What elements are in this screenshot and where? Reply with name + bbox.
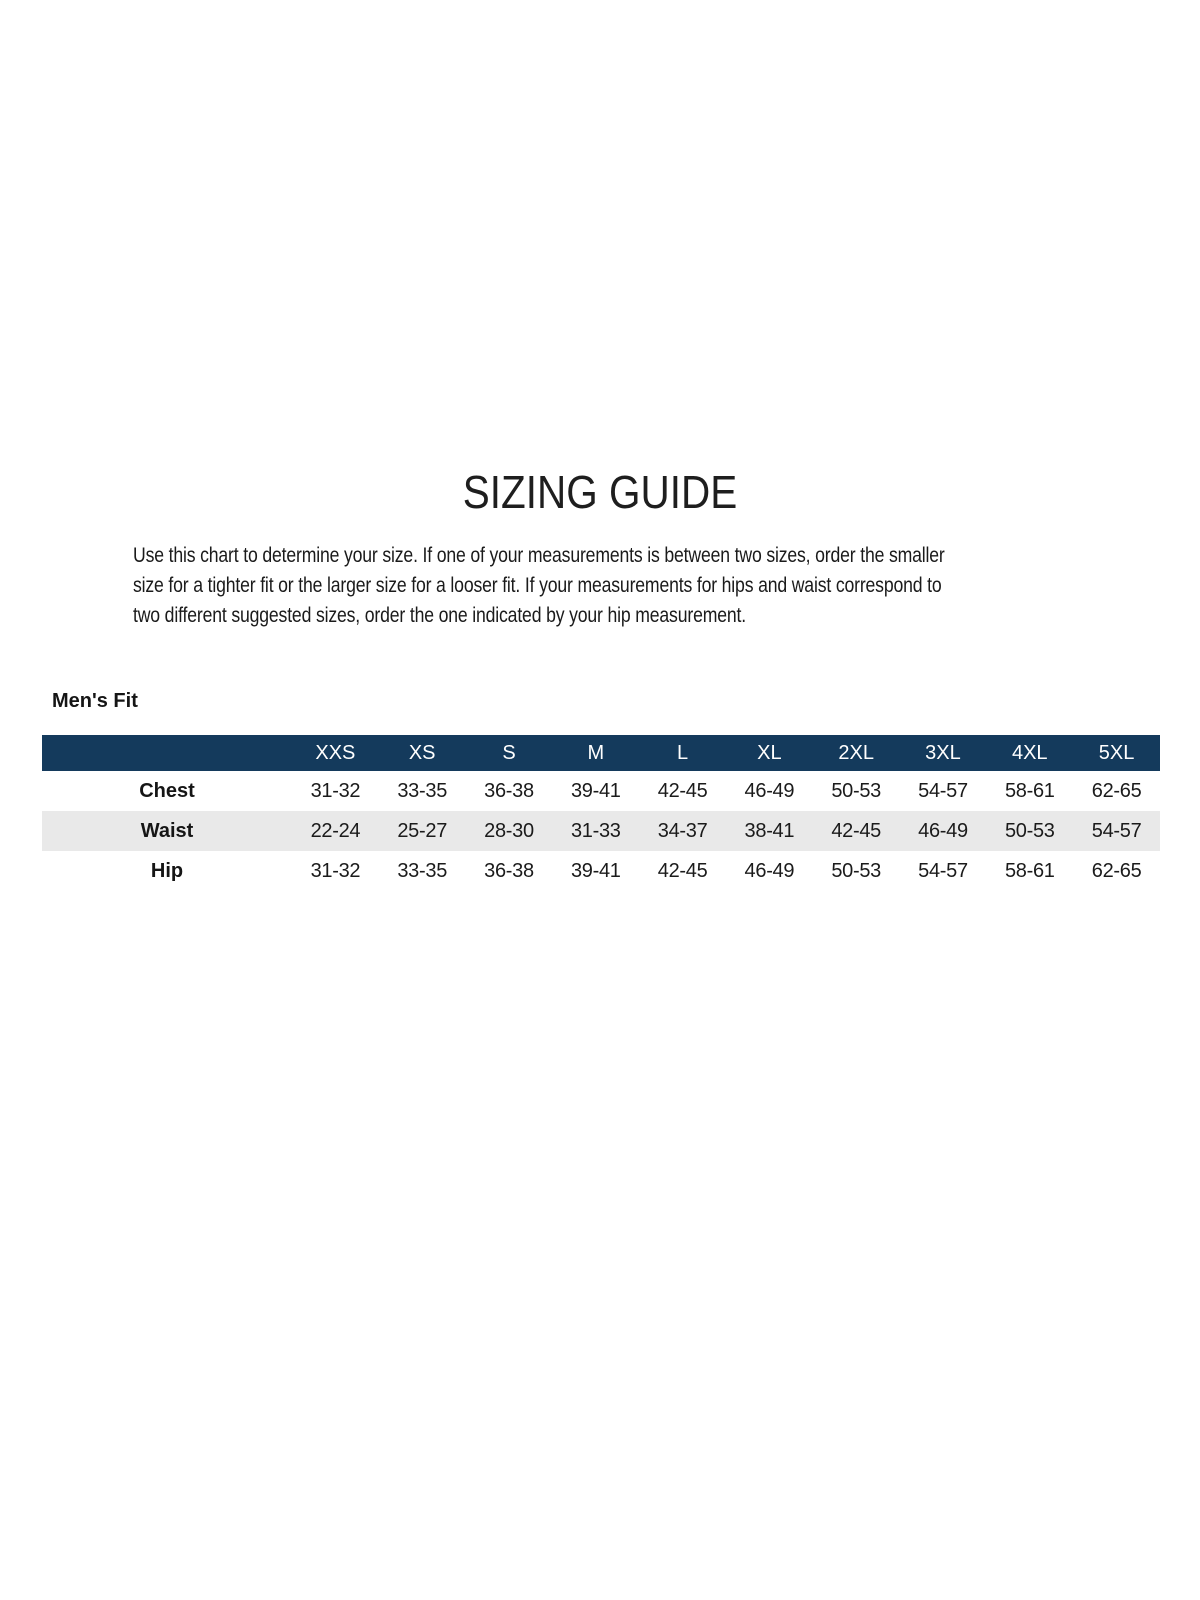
size-value-cell: 31-32: [310, 779, 361, 802]
size-value-cell: 28-30: [484, 819, 534, 842]
corner-cell: [42, 735, 292, 771]
column-header-5xl: 5XL: [1073, 735, 1160, 771]
size-value-cell: 62-65: [1091, 859, 1142, 882]
size-value-cell: 50-53: [831, 779, 881, 802]
size-chart-header: [42, 735, 1160, 771]
size-value-cell: 54-57: [918, 859, 968, 882]
row-label-waist: Waist: [140, 819, 194, 842]
size-value-cell: 42-45: [657, 859, 708, 882]
table-row-chest: [42, 771, 1160, 811]
section-label-mens-fit: Men's Fit: [52, 690, 138, 712]
column-header-xs: XS: [379, 735, 466, 771]
size-chart-table: [42, 735, 1160, 891]
size-value-cell: 42-45: [831, 819, 881, 842]
size-value-cell: 39-41: [570, 859, 621, 882]
table-row-waist: [42, 811, 1160, 851]
size-value-cell: 33-35: [397, 779, 448, 802]
row-label-chest: Chest: [139, 779, 195, 802]
intro-paragraph: [133, 541, 1099, 631]
size-value-cell: 54-57: [918, 779, 968, 802]
intro-line: size for a tighter fit or the larger size for a looser fit. If your measurements for hips and waist correspond to: [133, 574, 942, 597]
page-title: SIZING GUIDE: [462, 466, 738, 518]
intro-line: Use this chart to determine your size. If one of your measurements is between two sizes, order the smaller: [133, 544, 945, 567]
size-value-cell: 22-24: [310, 819, 361, 842]
column-header-xxs: XXS: [292, 735, 379, 771]
size-value-cell: 50-53: [831, 859, 881, 882]
row-label-hip: Hip: [150, 859, 184, 882]
column-header-l: L: [639, 735, 726, 771]
size-value-cell: 33-35: [397, 859, 448, 882]
size-value-cell: 58-61: [1004, 779, 1055, 802]
size-value-cell: 38-41: [744, 819, 795, 842]
column-header-3xl: 3XL: [900, 735, 987, 771]
intro-line: two different suggested sizes, order the one indicated by your hip measurement.: [133, 604, 746, 627]
column-header-4xl: 4XL: [986, 735, 1073, 771]
column-header-m: M: [552, 735, 639, 771]
size-value-cell: 31-32: [310, 859, 361, 882]
size-value-cell: 46-49: [744, 859, 795, 882]
size-value-cell: 58-61: [1004, 859, 1055, 882]
size-value-cell: 46-49: [744, 779, 795, 802]
header-row: [42, 735, 1160, 771]
size-value-cell: 42-45: [657, 779, 708, 802]
size-value-cell: 31-33: [570, 819, 621, 842]
size-value-cell: 34-37: [657, 819, 708, 842]
table-row-hip: [42, 851, 1160, 891]
size-value-cell: 39-41: [570, 779, 621, 802]
size-value-cell: 54-57: [1091, 819, 1142, 842]
size-value-cell: 25-27: [397, 819, 448, 842]
column-header-2xl: 2XL: [813, 735, 900, 771]
size-value-cell: 36-38: [484, 859, 534, 882]
column-header-xl: XL: [726, 735, 813, 771]
size-value-cell: 50-53: [1004, 819, 1055, 842]
size-value-cell: 46-49: [918, 819, 968, 842]
size-value-cell: 62-65: [1091, 779, 1142, 802]
column-header-s: S: [466, 735, 553, 771]
size-value-cell: 36-38: [484, 779, 534, 802]
